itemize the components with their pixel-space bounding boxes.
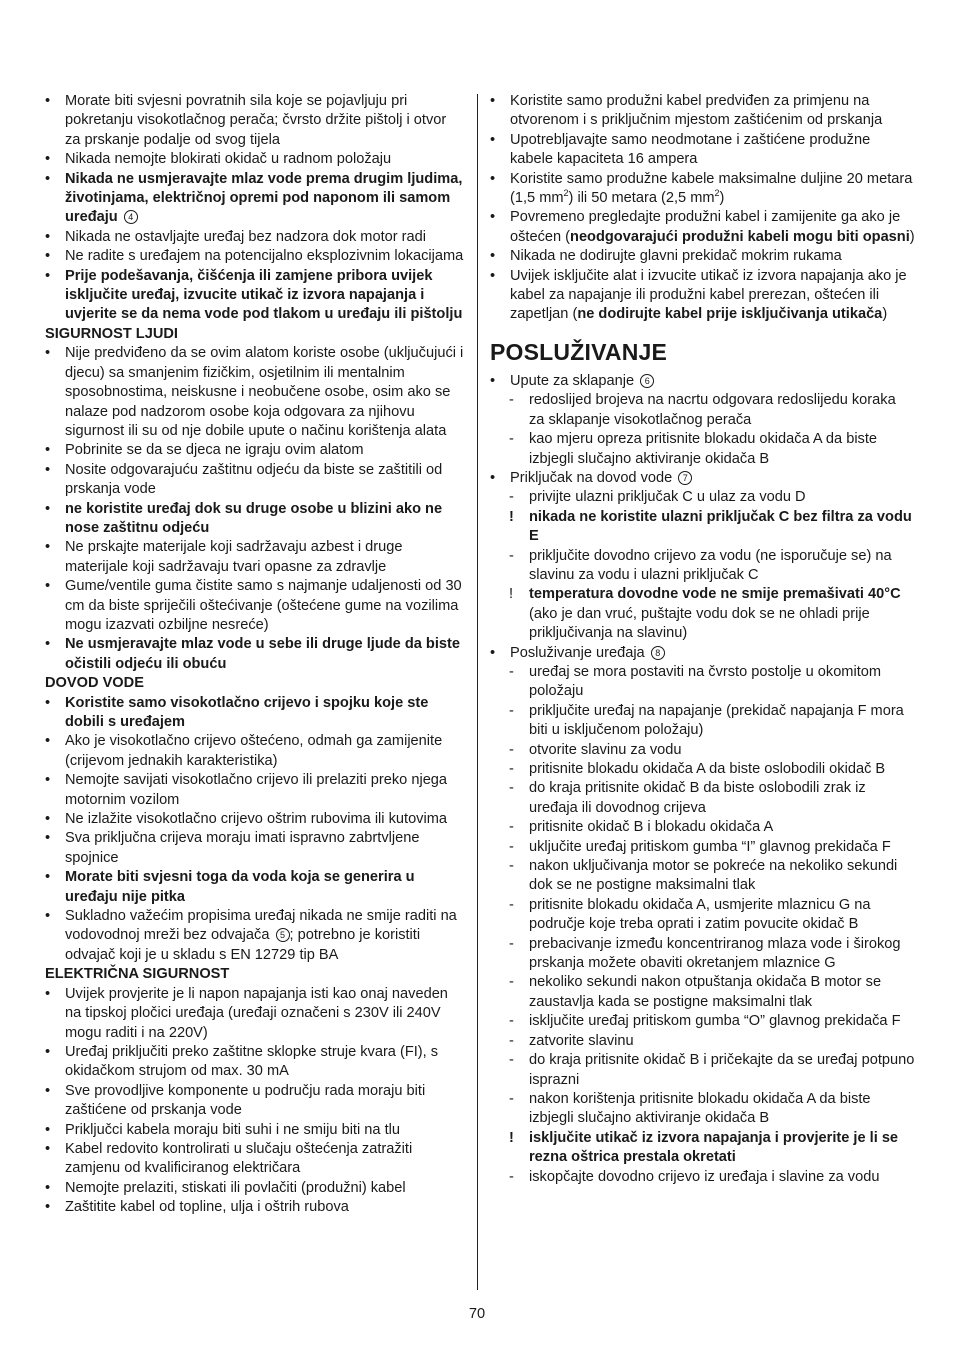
bullet-marker: • <box>45 636 51 653</box>
bold-text: Prije podešavanja, čišćenja ili zamjene pribora uvijek isključite uređaj, izvucite utikač iz izvora napajanja i uvjerite se da nema vode pod tlakom u uređaju ili pištolju <box>65 267 463 323</box>
text-span: Nikada nemojte blokirati okidač u radnom položaju <box>65 151 392 168</box>
text-span: Kabel redovito kontrolirati u slučaju oštećenja zatražiti zamjenu od kvalificiranog električara <box>65 1140 413 1177</box>
dash-marker: - <box>509 1090 514 1107</box>
item-text <box>510 267 915 325</box>
sub-list-item <box>490 838 915 857</box>
bullet-marker: • <box>45 500 51 517</box>
list-item <box>45 829 465 868</box>
dash-marker: - <box>509 974 514 991</box>
dash-marker: - <box>509 1032 514 1049</box>
bullet-marker: • <box>45 1199 51 1216</box>
item-text <box>65 985 465 1043</box>
figure-reference-number: 7 <box>678 471 692 485</box>
item-text <box>529 1090 915 1129</box>
superscript: 2 <box>563 188 569 199</box>
list-item <box>490 92 915 131</box>
item-text <box>529 702 915 741</box>
bullet-marker: • <box>45 461 51 478</box>
item-text <box>65 868 465 907</box>
text-span: Uređaj priključiti preko zaštitne sklopke struje kvara (FI), s okidačkom strujom od max. 30 mA <box>65 1043 439 1080</box>
item-text <box>529 741 915 760</box>
bullet-marker: • <box>45 908 51 925</box>
list-item <box>45 694 465 733</box>
item-text <box>65 247 465 266</box>
list-item <box>45 247 465 266</box>
text-span: Zaštitite kabel od topline, ulja i oštrih rubova <box>65 1199 349 1216</box>
text-span: ) <box>719 190 725 207</box>
item-text <box>529 935 915 974</box>
bullet-marker: • <box>45 1043 51 1060</box>
item-text <box>65 170 465 228</box>
warning-marker: ! <box>509 508 514 525</box>
text-span: Upotrebljavajte samo neodmotane i zaštićene produžne kabele kapaciteta 16 ampera <box>510 131 871 168</box>
item-text <box>529 1032 915 1051</box>
bullet-marker: • <box>490 644 496 661</box>
sub-list-item <box>490 935 915 974</box>
text-span: nakon uključivanja motor se pokreće na nekoliko sekundi dok se ne postigne maksimalni tlak <box>529 858 898 894</box>
sub-list-item <box>490 547 915 586</box>
item-text <box>65 1179 465 1198</box>
item-text <box>65 1198 465 1217</box>
bullet-marker: • <box>45 1179 51 1196</box>
item-text <box>510 170 915 209</box>
bullet-marker: • <box>45 830 51 847</box>
sub-list-item <box>490 741 915 760</box>
list-item <box>45 441 465 460</box>
item-text <box>65 461 465 500</box>
text-span: Posluživanje uređaja <box>510 644 645 661</box>
list-item <box>490 247 915 266</box>
sub-list-item <box>490 663 915 702</box>
list-item <box>45 907 465 965</box>
bold-text: neodgovarajući produžni kabeli mogu biti opasni <box>570 228 910 245</box>
list-item <box>45 344 465 441</box>
list-item <box>45 267 465 325</box>
item-text <box>65 92 465 150</box>
item-text <box>65 694 465 733</box>
list-item <box>45 810 465 829</box>
sub-list-item <box>490 391 915 430</box>
item-text <box>65 829 465 868</box>
sub-list-item <box>490 818 915 837</box>
dash-marker: - <box>509 896 514 913</box>
bold-text: ne dodirujte kabel prije isključivanja utikača <box>577 306 883 323</box>
list-item <box>490 170 915 209</box>
text-span: Nemojte savijati visokotlačno crijevo ili prelaziti preko njega motornim vozilom <box>65 772 448 808</box>
list-item <box>490 469 915 488</box>
list-item <box>45 1121 465 1140</box>
text-span: ) ili 50 metara (2,5 mm <box>568 190 715 207</box>
bullet-marker: • <box>45 772 51 789</box>
item-text <box>65 267 465 325</box>
right-column <box>490 92 915 1187</box>
text-span: Ako je visokotlačno crijevo oštećeno, odmah ga zamijenite (crijevom jednakih karakteristika) <box>65 733 443 769</box>
dash-marker: - <box>509 780 514 797</box>
text-span: Gume/ventile guma čistite samo s najmanje udaljenosti od 30 cm da biste spriječili oštećivanje (oštećene gume na vozilima mogu izazvati ozbiljne nesreće) <box>65 578 462 633</box>
dash-marker: - <box>509 547 514 564</box>
warning-marker: ! <box>509 1129 514 1146</box>
dash-marker: - <box>509 1013 514 1030</box>
item-text <box>65 1140 465 1179</box>
left-column <box>45 92 465 1218</box>
sub-list-item <box>490 508 915 547</box>
item-text <box>65 1043 465 1082</box>
dash-marker: - <box>509 702 514 719</box>
bullet-marker: • <box>45 1140 51 1157</box>
item-text <box>65 538 465 577</box>
list-item <box>45 1198 465 1217</box>
item-text <box>529 488 915 507</box>
text-span: Nemojte prelaziti, stiskati ili povlačiti (produžni) kabel <box>65 1179 406 1196</box>
bold-text: temperatura dovodne vode ne smije premašivati 40°C <box>529 586 901 603</box>
bold-text: Nikada ne usmjeravajte mlaz vode prema drugim ljudima, životinjama, električnoj opremi pod naponom ili samom uređaju <box>65 170 463 226</box>
dash-marker: - <box>509 392 514 409</box>
list-item <box>490 644 915 663</box>
bullet-marker: • <box>45 694 51 711</box>
text-span: Ne radite s uređajem na potencijalno eksplozivnim lokacijama <box>65 248 464 265</box>
list-item <box>45 228 465 247</box>
sub-list-item <box>490 973 915 1012</box>
item-text <box>65 577 465 635</box>
bullet-marker: • <box>45 267 51 284</box>
list-item <box>45 577 465 635</box>
text-span: Pobrinite se da se djeca ne igraju ovim alatom <box>65 442 364 459</box>
figure-reference-number: 6 <box>640 374 654 388</box>
item-text <box>529 1168 915 1187</box>
item-text <box>510 208 915 247</box>
text-span: priključite dovodno crijevo za vodu (ne isporučuje se) na slavinu za vodu i ulazni priključak C <box>529 547 892 583</box>
list-item <box>45 771 465 810</box>
item-text <box>65 635 465 674</box>
text-span: nakon korištenja pritisnite blokadu okidača A da biste izbjegli slučajno aktiviranje okidača B <box>529 1090 871 1127</box>
text-span: Sva priključna crijeva moraju imati ispravno zabrtvljene spojnice <box>65 830 420 866</box>
bullet-marker: • <box>45 93 51 109</box>
item-text <box>65 150 465 169</box>
text-span: Koristite samo produžni kabel predviđen za primjenu na otvorenom i s priključnim mjestom zaštićenim od prskanja <box>510 93 883 129</box>
bold-text: Koristite samo visokotlačno crijevo i spojku koje ste dobili s uređajem <box>65 694 429 730</box>
item-text <box>529 857 915 896</box>
item-text <box>529 838 915 857</box>
text-span: Nikada ne dodirujte glavni prekidač mokrim rukama <box>510 248 842 265</box>
dash-marker: - <box>509 819 514 836</box>
section-heading: DOVOD VODE <box>45 675 144 692</box>
list-item <box>490 131 915 170</box>
dash-marker: - <box>509 1052 514 1069</box>
text-span: Nije predviđeno da se ovim alatom koriste osobe (uključujući i djecu) sa smanjenim fizičkim, osjetilnim ili mentalnim sposobnostima, neiskusne i neobučene osobe, osim ako se nalaze pod nadzorom osobe koja odgovara za njihovu sigurnost ili su od nje dobile upute o načinu korištenja alata <box>65 345 464 439</box>
sub-list-item <box>490 857 915 896</box>
section-heading: ELEKTRIČNA SIGURNOST <box>45 966 230 983</box>
item-text <box>529 430 915 469</box>
sub-list-item <box>490 585 915 643</box>
bullet-marker: • <box>45 733 51 750</box>
list-item <box>490 372 915 391</box>
dash-marker: - <box>509 741 514 758</box>
dash-marker: - <box>509 935 514 952</box>
item-text <box>529 391 915 430</box>
item-text <box>65 771 465 810</box>
bullet-marker: • <box>45 869 51 886</box>
dash-marker: - <box>509 431 514 448</box>
bullet-marker: • <box>45 539 51 556</box>
item-text <box>65 441 465 460</box>
bold-text: Morate biti svjesni toga da voda koja se generira u uređaju nije pitka <box>65 869 415 905</box>
item-text <box>529 779 915 818</box>
text-span: Sve provodljive komponente u području rada moraju biti zaštićene od prskanja vode <box>65 1082 426 1119</box>
bullet-marker: • <box>45 228 51 245</box>
sub-list-item <box>490 1051 915 1090</box>
warning-marker: ! <box>509 586 514 603</box>
bullet-marker: • <box>490 131 496 148</box>
text-span: Upute za sklapanje <box>510 372 635 389</box>
bullet-marker: • <box>45 578 51 595</box>
list-item <box>45 500 465 539</box>
bullet-marker: • <box>490 372 496 389</box>
text-span: do kraja pritisnite okidač B da biste oslobodili zrak iz uređaja ili dovodnog crijeva <box>529 780 866 816</box>
bold-text: ne koristite uređaj dok su druge osobe u blizini ako ne nose zaštitnu odjeću <box>65 500 443 536</box>
text-span: prebacivanje između koncentriranog mlaza vode i širokog prskanja možete obaviti okretanjem mlaznice G <box>529 935 901 972</box>
dash-marker: - <box>509 838 514 855</box>
text-span: uređaj se mora postaviti na čvrsto postolje u okomitom položaju <box>529 663 882 700</box>
text-span: otvorite slavinu za vodu <box>529 741 682 758</box>
list-item <box>45 170 465 228</box>
bullet-marker: • <box>45 248 51 265</box>
bold-text: isključite utikač iz izvora napajanja i provjerite je li se rezna oštrica prestala okretati <box>529 1129 899 1166</box>
sub-list-item <box>490 779 915 818</box>
text-span: Sukladno važećim propisima uređaj nikada ne smije raditi na vodovodnoj mreži bez odvajača <box>65 908 457 944</box>
list-item <box>490 208 915 247</box>
item-text <box>529 663 915 702</box>
item-text <box>529 585 915 643</box>
bullet-marker: • <box>45 811 51 828</box>
item-text <box>65 228 465 247</box>
figure-reference-number: 5 <box>276 928 290 942</box>
text-span: Ne izlažite visokotlačno crijevo oštrim rubovima ili kutovima <box>65 811 447 828</box>
item-text <box>510 644 915 663</box>
item-text <box>65 1082 465 1121</box>
bullet-marker: • <box>45 345 51 362</box>
item-text <box>510 92 915 131</box>
dash-marker: - <box>509 489 514 506</box>
list-item <box>45 732 465 771</box>
text-span: Povremeno pregledajte produžni kabel i zamijenite ga ako je oštećen ( <box>510 209 901 245</box>
item-text <box>529 1012 915 1031</box>
list-item <box>45 461 465 500</box>
bullet-marker: • <box>45 151 51 168</box>
bold-text: Ne usmjeravajte mlaz vode u sebe ili druge ljude da biste očistili odjeću ili obuću <box>65 636 460 672</box>
text-span: Priključak na dovod vode <box>510 469 673 486</box>
sub-list-item <box>490 488 915 507</box>
text-span: Koristite samo produžne kabele maksimalne duljine 20 metara (1,5 mm <box>510 170 913 207</box>
list-item <box>45 538 465 577</box>
list-item <box>45 150 465 169</box>
item-text <box>65 500 465 539</box>
text-span: uključite uređaj pritiskom gumba “I” glavnog prekidača F <box>529 838 891 855</box>
text-span: iskopčajte dovodno crijevo iz uređaja i slavine za vodu <box>529 1168 880 1185</box>
text-span: Uvijek isključite alat i izvucite utikač iz izvora napajanja ako je kabel za napajanje ili produžni kabel prerezan, oštećen ili zapetljan ( <box>510 267 907 323</box>
item-text <box>510 469 915 488</box>
text-span: pritisnite blokadu okidača A da biste oslobodili okidač B <box>529 761 886 777</box>
sub-list-item <box>490 1168 915 1187</box>
text-span: pritisnite okidač B i blokadu okidača A <box>529 819 774 836</box>
section-heading: SIGURNOST LJUDI <box>45 325 178 342</box>
text-span: ; potrebno je koristiti odvajač koji je u skladu s EN 12729 tip BA <box>65 927 421 963</box>
list-item <box>45 985 465 1043</box>
bullet-marker: • <box>45 1121 51 1138</box>
text-span: pritisnite blokadu okidača A, usmjerite mlaznicu G na područje koje treba oprati i zatim povucite okidač B <box>529 896 871 933</box>
bullet-marker: • <box>490 267 496 284</box>
text-span: privijte ulazni priključak C u ulaz za vodu D <box>529 489 806 506</box>
sub-list-item <box>490 1032 915 1051</box>
sub-list-item <box>490 702 915 741</box>
bullet-marker: • <box>490 209 496 226</box>
sub-list-item <box>490 760 915 779</box>
text-span: Morate biti svjesni povratnih sila koje se pojavljuju pri pokretanju visokotlačnog perača; čvrsto držite pištolj i otvor za prskanje podalje od svog tijela <box>65 93 447 148</box>
text-span: do kraja pritisnite okidač B i pričekajte da se uređaj potpuno isprazni <box>529 1052 915 1088</box>
text-span: kao mjeru opreza pritisnite blokadu okidača A da biste izbjegli slučajno aktiviranje okidača B <box>529 431 878 467</box>
text-span: (ako je dan vruć, puštajte vodu dok se ne ohladi prije priključivanja na slavinu) <box>529 605 870 642</box>
item-text <box>65 907 465 965</box>
text-span: Priključci kabela moraju biti suhi i ne smiju biti na tlu <box>65 1121 400 1138</box>
bullet-marker: • <box>45 985 51 1002</box>
dash-marker: - <box>509 858 514 875</box>
list-item <box>45 1179 465 1198</box>
dash-marker: - <box>509 761 514 777</box>
sub-list-item <box>490 430 915 469</box>
list-item <box>490 267 915 325</box>
list-item <box>45 1082 465 1121</box>
column-divider <box>477 94 478 1290</box>
superscript: 2 <box>714 188 720 199</box>
bullet-marker: • <box>490 93 496 109</box>
list-item <box>45 635 465 674</box>
sub-list-item <box>490 1129 915 1168</box>
text-span: Uvijek provjerite je li napon napajanja isti kao onaj naveden na tipskoj pločici uređaja (uređaji označeni s 230V ili 240V mogu raditi i na 220V) <box>65 985 448 1041</box>
item-text <box>529 547 915 586</box>
text-span: Ne prskajte materijale koji sadržavaju azbest i druge materijale koji sadržavaju tvari opasne za zdravlje <box>65 539 403 575</box>
sub-list-item <box>490 1012 915 1031</box>
item-text <box>529 973 915 1012</box>
text-span: nekoliko sekundi nakon otpuštanja okidača B motor se zaustavlja kada se postigne maksimalni tlak <box>529 974 882 1010</box>
bullet-marker: • <box>490 248 496 265</box>
item-text <box>65 810 465 829</box>
sub-list-item <box>490 896 915 935</box>
text-span: ) <box>882 306 888 323</box>
text-span: Nikada ne ostavljajte uređaj bez nadzora dok motor radi <box>65 228 426 245</box>
item-text <box>529 1051 915 1090</box>
bullet-marker: • <box>45 442 51 459</box>
figure-reference-number: 4 <box>124 210 138 224</box>
section-title: POSLUŽIVANJE <box>490 338 668 365</box>
item-text <box>510 131 915 170</box>
item-text <box>529 896 915 935</box>
list-item <box>45 868 465 907</box>
list-item <box>45 1043 465 1082</box>
text-span: redoslijed brojeva na nacrtu odgovara redoslijedu koraka za sklapanje visokotlačnog perača <box>529 392 896 428</box>
item-text <box>529 1129 915 1168</box>
item-text <box>529 760 915 779</box>
bullet-marker: • <box>45 170 51 187</box>
item-text <box>65 1121 465 1140</box>
text-span: priključite uređaj na napajanje (prekidač napajanja F mora biti u isključenom položaju) <box>529 702 904 739</box>
list-item <box>45 1140 465 1179</box>
page-number: 70 <box>468 1306 486 1322</box>
text-span: ) <box>909 228 915 245</box>
figure-reference-number: 8 <box>651 646 665 660</box>
bullet-marker: • <box>45 1082 51 1099</box>
item-text <box>529 508 915 547</box>
text-span: Nosite odgovarajuću zaštitnu odjeću da biste se zaštitili od prskanja vode <box>65 461 443 498</box>
item-text <box>65 732 465 771</box>
bold-text: nikada ne koristite ulazni priključak C bez filtra za vodu E <box>529 508 912 545</box>
sub-list-item <box>490 1090 915 1129</box>
dash-marker: - <box>509 663 514 680</box>
dash-marker: - <box>509 1168 514 1185</box>
item-text <box>510 372 915 391</box>
item-text <box>510 247 915 266</box>
bullet-marker: • <box>490 469 496 486</box>
text-span: isključite uređaj pritiskom gumba “O” glavnog prekidača F <box>529 1013 901 1030</box>
text-span: zatvorite slavinu <box>529 1032 634 1049</box>
bullet-marker: • <box>490 170 496 187</box>
list-item <box>45 92 465 150</box>
item-text <box>65 344 465 441</box>
item-text <box>529 818 915 837</box>
